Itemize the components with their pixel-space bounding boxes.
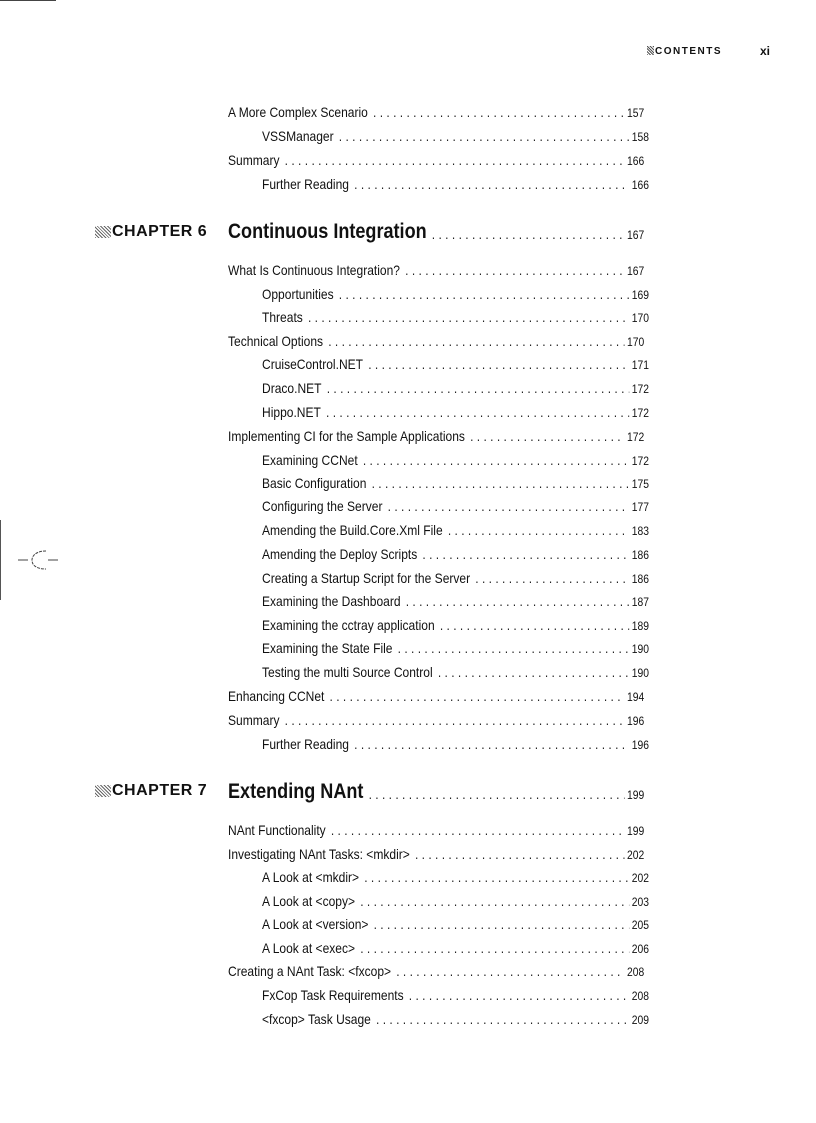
toc-entry[interactable]: [262, 280, 649, 302]
toc-entry-title: Further Reading: [262, 736, 350, 752]
dot-leader: [360, 893, 629, 909]
toc-entry[interactable]: [262, 730, 649, 752]
page-number: xi: [760, 44, 771, 58]
dot-leader: [396, 963, 624, 979]
toc-entry-page: 209: [631, 1013, 649, 1027]
toc-entry-title: Technical Options: [228, 333, 324, 349]
toc-entry-page: 199: [627, 788, 645, 802]
dot-leader: [470, 428, 624, 444]
toc-entry-page: 157: [627, 106, 645, 120]
toc-entry-page: 196: [631, 738, 649, 752]
toc-entry[interactable]: [262, 611, 649, 633]
toc-entry-title: Draco.NET: [262, 380, 322, 396]
dot-leader: [308, 309, 629, 325]
dot-leader: [405, 262, 624, 278]
dot-leader: [363, 452, 629, 468]
toc-chapter-entry[interactable]: [228, 214, 644, 244]
toc-entry[interactable]: [228, 706, 644, 728]
toc-entry[interactable]: [262, 564, 649, 586]
toc-entry-page: 170: [627, 335, 645, 349]
toc-entry-title: A Look at <mkdir>: [262, 869, 360, 885]
toc-entry-page: 172: [631, 454, 649, 468]
toc-entry-title: A More Complex Scenario: [228, 104, 368, 120]
toc-entry-page: 169: [631, 288, 649, 302]
toc-entry[interactable]: [262, 910, 649, 932]
chapter-title: Continuous Integration: [228, 220, 427, 243]
dot-leader: [398, 640, 630, 656]
dot-leader: [354, 176, 629, 192]
toc-entry-page: 208: [631, 989, 649, 1003]
toc-entry-page: 166: [627, 154, 645, 168]
dot-leader: [330, 688, 625, 704]
toc-entry-page: 177: [631, 500, 649, 514]
toc-entry-page: 196: [627, 714, 645, 728]
dot-leader: [339, 128, 629, 144]
toc-entry[interactable]: [262, 587, 649, 609]
toc-entry[interactable]: [228, 682, 644, 704]
toc-entry-title: CruiseControl.NET: [262, 356, 364, 372]
toc-entry-page: 190: [631, 666, 649, 680]
toc-entry-title: Amending the Build.Core.Xml File: [262, 522, 443, 538]
toc-entry[interactable]: [262, 446, 649, 468]
dot-leader: [285, 152, 625, 168]
toc-entry[interactable]: [262, 170, 649, 192]
toc-entry-title: Threats: [262, 309, 303, 325]
toc-entry-title: Amending the Deploy Scripts: [262, 546, 418, 562]
toc-entry-title: Testing the multi Source Control: [262, 664, 433, 680]
toc-entry-title: Creating a NAnt Task: <fxcop>: [228, 963, 392, 979]
toc-entry-page: 171: [631, 358, 649, 372]
dot-leader: [376, 1011, 629, 1027]
toc-entry-title: A Look at <exec>: [262, 940, 356, 956]
toc-entry-page: 172: [631, 382, 649, 396]
toc-entry-title: What Is Continuous Integration?: [228, 262, 401, 278]
toc-entry[interactable]: [262, 981, 649, 1003]
dot-leader: [432, 226, 625, 242]
toc-entry-title: Examining the Dashboard: [262, 593, 401, 609]
toc-entry-title: Further Reading: [262, 176, 350, 192]
toc-entry-title: Opportunities: [262, 286, 334, 302]
toc-chapter-entry[interactable]: [228, 774, 644, 804]
toc-entry-page: 186: [631, 572, 649, 586]
chapter-title: Extending NAnt: [228, 780, 364, 803]
toc-entry-title: Hippo.NET: [262, 404, 321, 420]
toc-entry-page: 190: [631, 642, 649, 656]
toc-entry-title: Summary: [228, 152, 280, 168]
toc-entry[interactable]: [262, 398, 649, 420]
toc-entry-page: 194: [627, 690, 645, 704]
toc-entry-page: 202: [627, 848, 645, 862]
dot-leader: [364, 869, 629, 885]
dot-leader: [326, 404, 629, 420]
toc-entry-page: 166: [631, 178, 649, 192]
toc-entry-title: NAnt Functionality: [228, 822, 326, 838]
toc-entry[interactable]: [262, 887, 649, 909]
toc-entry-page: 170: [631, 311, 649, 325]
dot-leader: [339, 286, 629, 302]
toc-entry-page: 175: [631, 477, 649, 491]
toc-entry[interactable]: [228, 422, 644, 444]
toc-entry-page: 208: [627, 965, 645, 979]
toc-entry-title: Basic Configuration: [262, 475, 367, 491]
toc-entry-page: 205: [631, 918, 649, 932]
toc-entry[interactable]: [262, 516, 649, 538]
dot-leader: [448, 522, 629, 538]
toc-entry[interactable]: [262, 303, 649, 325]
toc-entry[interactable]: [262, 1005, 649, 1027]
toc-entry-page: 189: [631, 619, 649, 633]
chapter-label-text: CHAPTER 6: [112, 223, 208, 240]
dot-leader: [415, 846, 624, 862]
toc-entry-title: Examining the State File: [262, 640, 393, 656]
toc-entry[interactable]: [228, 98, 644, 120]
toc-entry-title: A Look at <version>: [262, 916, 369, 932]
toc-entry-title: Configuring the Server: [262, 498, 383, 514]
toc-entry-page: 186: [631, 548, 649, 562]
dot-leader: [331, 822, 625, 838]
dot-leader: [354, 736, 629, 752]
toc-entry[interactable]: [262, 634, 649, 656]
toc-entry-title: Creating a Startup Script for the Server: [262, 570, 471, 586]
dot-leader: [373, 104, 624, 120]
toc-entry-page: 187: [631, 595, 649, 609]
dot-leader: [388, 498, 630, 514]
toc-entry[interactable]: [262, 540, 649, 562]
running-head-section-label: CONTENTS: [655, 46, 722, 57]
toc-entry[interactable]: [228, 146, 644, 168]
dot-leader: [368, 356, 629, 372]
dot-leader: [475, 570, 629, 586]
toc-entry[interactable]: [262, 122, 649, 144]
toc-entry-page: 206: [631, 942, 649, 956]
toc-entry-page: 167: [627, 228, 645, 242]
toc-entry-title: <fxcop> Task Usage: [262, 1011, 371, 1027]
toc-entry[interactable]: [262, 374, 649, 396]
toc-entry[interactable]: [228, 256, 644, 278]
dot-leader: [422, 546, 629, 562]
dot-leader: [374, 916, 630, 932]
dot-leader: [327, 380, 629, 396]
dot-leader: [360, 940, 629, 956]
toc-entry-title: FxCop Task Requirements: [262, 987, 404, 1003]
toc-entry-title: Investigating NAnt Tasks: <mkdir>: [228, 846, 410, 862]
toc-entry-title: Examining CCNet: [262, 452, 358, 468]
toc-entry-title: VSSManager: [262, 128, 334, 144]
toc-entry[interactable]: [262, 658, 649, 680]
dot-leader: [409, 987, 629, 1003]
dot-leader: [328, 333, 624, 349]
toc-entry[interactable]: [262, 492, 649, 514]
toc-entry[interactable]: [262, 863, 649, 885]
dot-leader: [406, 593, 629, 609]
toc-entry[interactable]: [228, 816, 644, 838]
dot-leader: [285, 712, 625, 728]
toc-entry-title: A Look at <copy>: [262, 893, 356, 909]
toc-entry[interactable]: [262, 469, 649, 491]
dot-leader: [440, 617, 629, 633]
toc-entry-title: Implementing CI for the Sample Applications: [228, 428, 465, 444]
toc-entry-page: 172: [627, 430, 645, 444]
toc-entry-page: 172: [631, 406, 649, 420]
dot-leader: [372, 475, 630, 491]
dot-leader: [369, 786, 625, 802]
toc-entry[interactable]: [262, 350, 649, 372]
toc-entry[interactable]: [228, 957, 644, 979]
toc-entry[interactable]: [228, 840, 644, 862]
toc-entry-page: 158: [631, 130, 649, 144]
chapter-label-text: CHAPTER 7: [112, 782, 208, 799]
toc-entry[interactable]: [262, 934, 649, 956]
toc-entry-title: Enhancing CCNet: [228, 688, 325, 704]
toc-entry[interactable]: [228, 327, 644, 349]
dot-leader: [438, 664, 629, 680]
toc-entry-title: Examining the cctray application: [262, 617, 435, 633]
toc-entry-page: 203: [631, 895, 649, 909]
toc-entry-page: 183: [631, 524, 649, 538]
toc-entry-title: Summary: [228, 712, 280, 728]
toc-entry-page: 202: [631, 871, 649, 885]
toc-entry-page: 167: [627, 264, 645, 278]
toc-entry-page: 199: [627, 824, 645, 838]
